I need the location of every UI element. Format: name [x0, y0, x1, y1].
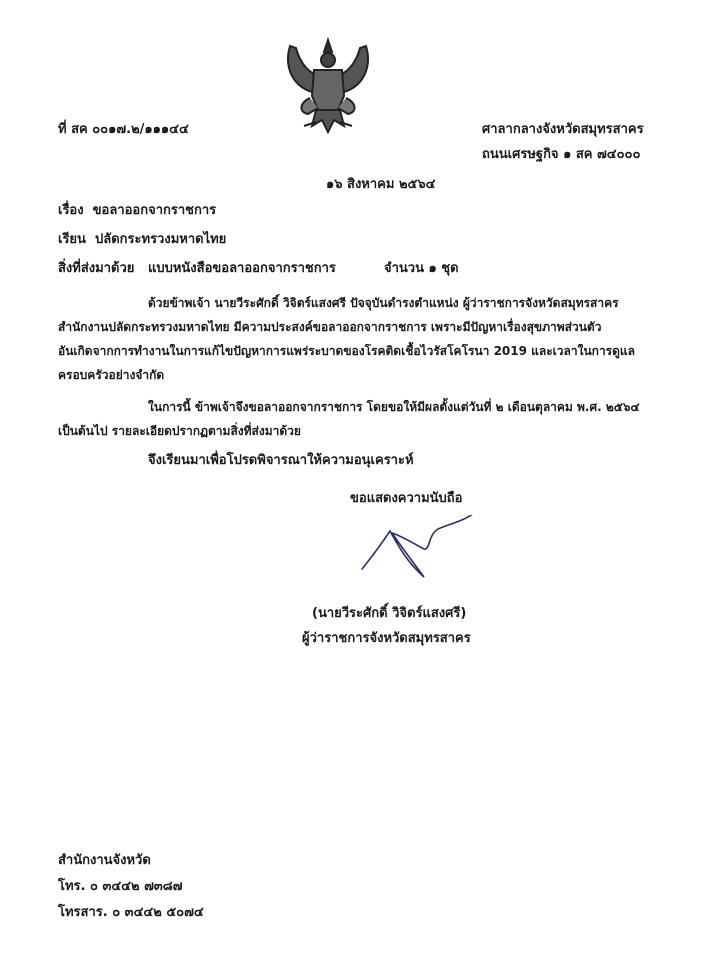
- signatory-position: ผู้ว่าราชการจังหวัดสมุทรสาคร: [302, 631, 471, 646]
- paragraph1-line4: ครอบครัวอย่างจำกัด: [58, 368, 165, 382]
- enclosure-line: [58, 260, 336, 278]
- paragraph2-line1: ในการนี้ ข้าพเจ้าจึงขอลาออกจากราชการ โดยขอให้มีผลตั้งแต่วันที่ ๒ เดือนตุลาคม พ.ศ. ๒๕๖๔: [148, 400, 640, 414]
- sender-office-line1: ศาลากลางจังหวัดสมุทรสาคร: [482, 122, 644, 137]
- signatory-name: (นายวีระศักดิ์ วิจิตร์แสงศรี): [312, 606, 467, 621]
- footer-fax: โทรสาร. ๐ ๓๔๔๒ ๕๐๗๔: [58, 905, 204, 920]
- footer-phone: โทร. ๐ ๓๔๔๒ ๗๓๘๗: [58, 879, 183, 894]
- footer-office: สำนักงานจังหวัด: [58, 853, 151, 868]
- enclosure-value: แบบหนังสือขอลาออกจากราชการ: [147, 261, 336, 276]
- closing-salutation: ขอแสดงความนับถือ: [350, 491, 463, 506]
- letter-date: ๑๖ สิงหาคม ๒๕๖๔: [326, 177, 436, 192]
- sender-office-line2: ถนนเศรษฐกิจ ๑ สค ๗๔๐๐๐: [482, 147, 641, 162]
- paragraph2-line2: เป็นต้นไป รายละเอียดปรากฏตามสิ่งที่ส่งมาด้วย: [58, 424, 301, 438]
- subject-label: เรื่อง: [58, 203, 84, 218]
- reference-number: ที่ สค ๐๐๑๗.๒/๑๑๑๔๔: [58, 122, 189, 137]
- recipient-value: ปลัดกระทรวงมหาดไทย: [95, 232, 227, 247]
- paragraph1-line2: สำนักงานปลัดกระทรวงมหาดไทย มีความประสงค์ขอลาออกจากราชการ เพราะมีปัญหาเรื่องสุขภาพส่วนตัว: [58, 320, 602, 334]
- enclosure-quantity: จำนวน ๑ ชุด: [384, 261, 459, 276]
- garuda-emblem-icon: [282, 36, 374, 138]
- subject-line: [58, 202, 216, 220]
- recipient-line: [58, 231, 226, 249]
- closing-request: จึงเรียนมาเพื่อโปรดพิจารณาให้ความอนุเคราะห์: [148, 453, 414, 468]
- handwritten-signature-icon: [340, 515, 490, 595]
- paragraph1-line3: อันเกิดจากการทำงานในการแก้ไขปัญหาการแพร่ระบาดของโรคติดเชื้อไวรัสโคโรนา 2019 และเวลาในการดูแล: [58, 344, 636, 358]
- subject-value: ขอลาออกจากราชการ: [92, 203, 217, 218]
- enclosure-label: สิ่งที่ส่งมาด้วย: [58, 261, 135, 276]
- paragraph1-line1: ด้วยข้าพเจ้า นายวีระศักดิ์ วิจิตร์แสงศรี ปัจจุบันดำรงตำแหน่ง ผู้ว่าราชการจังหวัดสมุทรสาคร: [148, 296, 619, 310]
- recipient-label: เรียน: [58, 232, 86, 247]
